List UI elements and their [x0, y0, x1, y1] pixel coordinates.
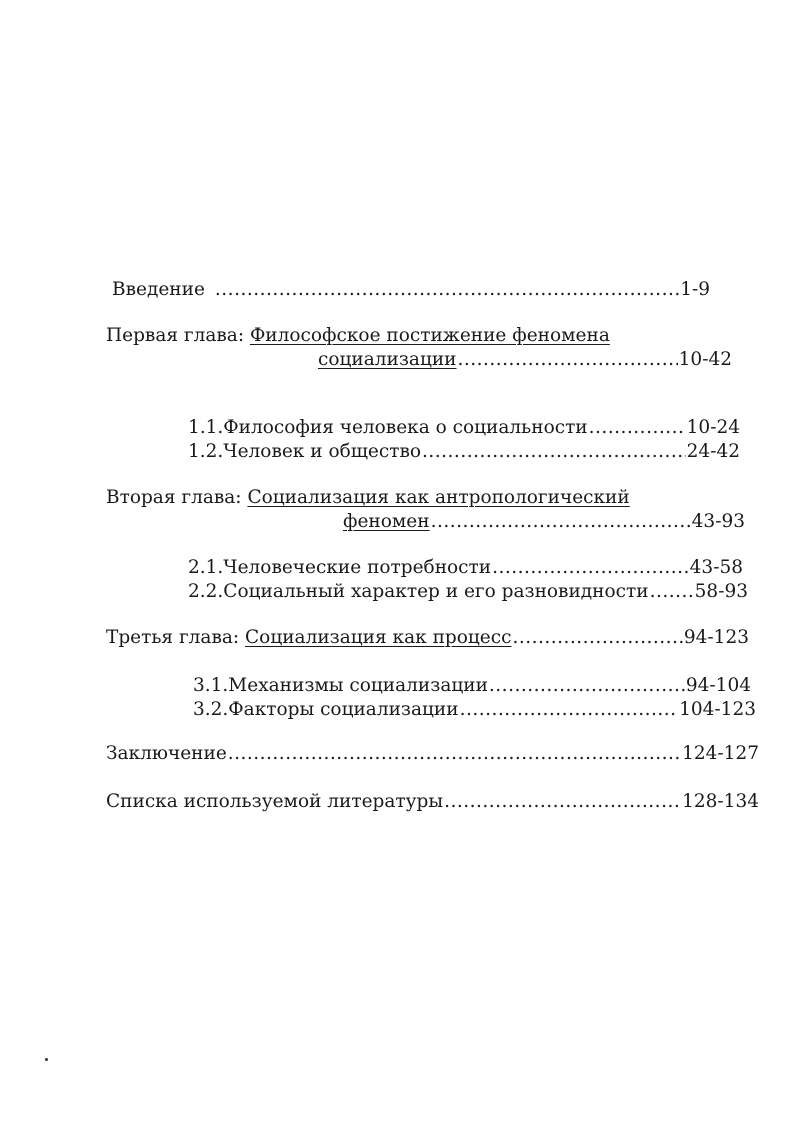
toc-leader-dots: [460, 697, 679, 723]
toc-entry-conclusion: [106, 741, 759, 767]
toc-leader-dots: [650, 579, 694, 605]
toc-leader-dots: [492, 555, 689, 581]
toc-leader-dots: [444, 789, 681, 815]
toc-section-label: 2.2.Социальный характер и его разновидности: [188, 581, 649, 602]
toc-entry-label: Списка используемой литературы: [106, 791, 444, 812]
toc-chapter-prefix: Третья глава:: [106, 627, 246, 648]
scan-speck: [45, 1058, 48, 1061]
toc-section-pages: 43-58: [689, 557, 743, 578]
toc-section-3-1: [193, 673, 751, 699]
toc-section-pages: 94-104: [685, 675, 751, 696]
toc-section-pages: 104-123: [679, 699, 756, 720]
toc-entry-pages: 128-134: [682, 791, 759, 812]
toc-entry-intro: [112, 277, 710, 303]
toc-leader-dots: [589, 415, 686, 441]
toc-chapter-title: Социализация как антропологический: [247, 487, 630, 508]
toc-section-label: 3.1.Механизмы социализации: [193, 675, 488, 696]
toc-chapter-title: Социализация как процесс: [245, 627, 512, 648]
toc-entry-label: Введение: [112, 279, 205, 300]
toc-section-2-2: [188, 579, 748, 605]
toc-chapter-prefix: Вторая глава:: [106, 487, 248, 508]
toc-leader-dots: [458, 347, 678, 373]
toc-section-label: 3.2.Факторы социализации: [193, 699, 459, 720]
toc-chapter-2-heading: [106, 485, 630, 511]
toc-chapter-title-continued: социализации: [318, 349, 457, 370]
toc-leader-dots: [489, 673, 685, 699]
toc-leader-dots: [512, 625, 682, 651]
toc-entry-pages: 1-9: [680, 279, 710, 300]
toc-section-3-2: [193, 697, 756, 723]
toc-chapter-title: Философское постижение феномена: [249, 325, 610, 346]
toc-section-1-1: [188, 415, 740, 441]
toc-leader-dots: [228, 741, 681, 767]
toc-entry-label: Заключение: [106, 743, 227, 764]
toc-section-pages: 58-93: [694, 581, 748, 602]
toc-section-1-2: [188, 439, 740, 465]
toc-section-label: 1.1.Философия человека о социальности: [188, 417, 588, 438]
toc-chapter-title-continued: феномен: [343, 511, 430, 532]
toc-chapter-1-continuation: [318, 347, 732, 373]
toc-section-label: 2.1.Человеческие потребности: [188, 557, 492, 578]
toc-entry-pages: 124-127: [682, 743, 759, 764]
toc-leader-dots: [422, 439, 686, 465]
toc-entry-pages: 10-42: [678, 349, 732, 370]
toc-section-label: 1.2.Человек и общество: [188, 441, 422, 462]
toc-section-pages: 10-24: [686, 417, 740, 438]
toc-chapter-3: [106, 625, 749, 651]
toc-entry-bibliography: [106, 789, 759, 815]
toc-chapter-prefix: Первая глава:: [106, 325, 250, 346]
toc-chapter-1-heading: [106, 323, 610, 349]
toc-entry-pages: 43-93: [691, 511, 745, 532]
toc-entry-pages: 94-123: [683, 627, 749, 648]
toc-leader-dots: [431, 509, 691, 535]
toc-section-pages: 24-42: [686, 441, 740, 462]
toc-leader-dots: [215, 277, 679, 303]
toc-chapter-2-continuation: [343, 509, 745, 535]
toc-section-2-1: [188, 555, 743, 581]
